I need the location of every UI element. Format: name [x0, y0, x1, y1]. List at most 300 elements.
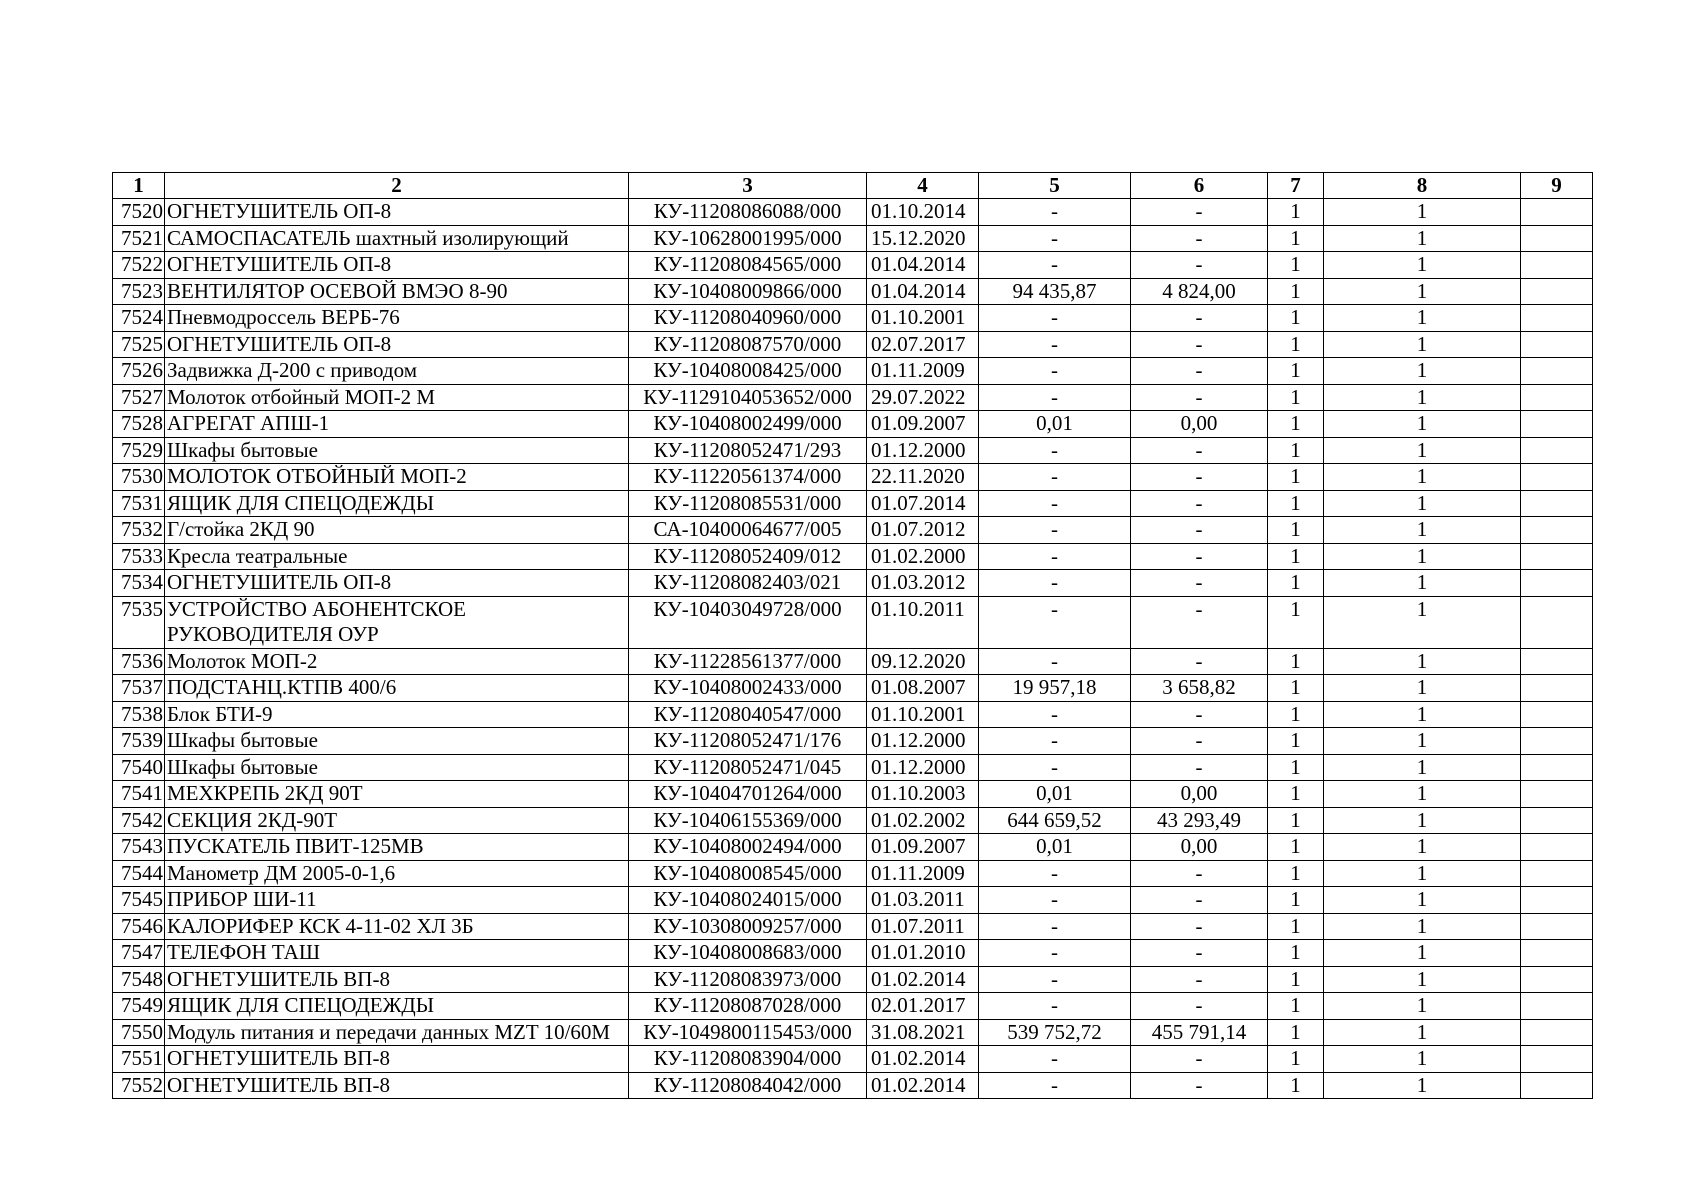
column-header-6: 6 — [1131, 173, 1268, 199]
quantity-7-cell: 1 — [1268, 464, 1324, 491]
inventory-code: КУ-11208040960/000 — [629, 305, 867, 332]
item-name: Модуль питания и передачи данных MZT 10/60М — [165, 1019, 629, 1046]
table-header — [113, 173, 1593, 199]
table-row — [113, 966, 1593, 993]
item-name: ТЕЛЕФОН ТАШ — [165, 940, 629, 967]
value-5-cell: - — [979, 252, 1131, 279]
date-cell: 01.11.2009 — [867, 358, 979, 385]
value-6-cell: - — [1131, 331, 1268, 358]
column-9-cell — [1521, 278, 1593, 305]
table-row — [113, 887, 1593, 914]
row-number: 7537 — [113, 675, 165, 702]
item-name: ОГНЕТУШИТЕЛЬ ОП-8 — [165, 199, 629, 226]
inventory-code: КУ-10408002494/000 — [629, 834, 867, 861]
date-cell: 01.01.2010 — [867, 940, 979, 967]
inventory-code: КУ-10408009866/000 — [629, 278, 867, 305]
quantity-7-cell: 1 — [1268, 966, 1324, 993]
quantity-8-cell: 1 — [1324, 675, 1521, 702]
table-row — [113, 490, 1593, 517]
table-row — [113, 728, 1593, 755]
row-number: 7545 — [113, 887, 165, 914]
inventory-code: КУ-10408008425/000 — [629, 358, 867, 385]
quantity-7-cell: 1 — [1268, 913, 1324, 940]
quantity-8-cell: 1 — [1324, 913, 1521, 940]
quantity-8-cell: 1 — [1324, 701, 1521, 728]
quantity-8-cell: 1 — [1324, 517, 1521, 544]
item-name: Шкафы бытовые — [165, 728, 629, 755]
column-9-cell — [1521, 781, 1593, 808]
column-9-cell — [1521, 966, 1593, 993]
column-header-9: 9 — [1521, 173, 1593, 199]
date-cell: 01.02.2014 — [867, 1046, 979, 1073]
quantity-8-cell: 1 — [1324, 966, 1521, 993]
table-row — [113, 199, 1593, 226]
value-5-cell: - — [979, 225, 1131, 252]
item-name: Манометр ДМ 2005-0-1,6 — [165, 860, 629, 887]
item-name: ЯЩИК ДЛЯ СПЕЦОДЕЖДЫ — [165, 993, 629, 1020]
date-cell: 09.12.2020 — [867, 648, 979, 675]
item-name: ПРИБОР ШИ-11 — [165, 887, 629, 914]
value-6-cell: - — [1131, 305, 1268, 332]
inventory-code: КУ-10408008683/000 — [629, 940, 867, 967]
quantity-8-cell: 1 — [1324, 648, 1521, 675]
column-header-7: 7 — [1268, 173, 1324, 199]
column-9-cell — [1521, 648, 1593, 675]
date-cell: 01.02.2002 — [867, 807, 979, 834]
date-cell: 01.03.2012 — [867, 570, 979, 597]
value-6-cell: - — [1131, 384, 1268, 411]
row-number: 7524 — [113, 305, 165, 332]
quantity-7-cell: 1 — [1268, 543, 1324, 570]
quantity-8-cell: 1 — [1324, 887, 1521, 914]
table-row — [113, 596, 1593, 648]
value-6-cell: - — [1131, 940, 1268, 967]
column-header-5: 5 — [979, 173, 1131, 199]
item-name: ВЕНТИЛЯТОР ОСЕВОЙ ВМЭО 8-90 — [165, 278, 629, 305]
quantity-7-cell: 1 — [1268, 781, 1324, 808]
value-6-cell: - — [1131, 648, 1268, 675]
row-number: 7539 — [113, 728, 165, 755]
column-9-cell — [1521, 252, 1593, 279]
date-cell: 01.10.2001 — [867, 305, 979, 332]
value-6-cell: 43 293,49 — [1131, 807, 1268, 834]
item-name: САМОСПАСАТЕЛЬ шахтный изолирующий — [165, 225, 629, 252]
row-number: 7520 — [113, 199, 165, 226]
inventory-code: КУ-11208052471/293 — [629, 437, 867, 464]
table-row — [113, 993, 1593, 1020]
column-header-2: 2 — [165, 173, 629, 199]
item-name: АГРЕГАТ АПШ-1 — [165, 411, 629, 438]
item-name: Шкафы бытовые — [165, 437, 629, 464]
table-row — [113, 570, 1593, 597]
item-name: ЯЩИК ДЛЯ СПЕЦОДЕЖДЫ — [165, 490, 629, 517]
date-cell: 01.10.2014 — [867, 199, 979, 226]
quantity-8-cell: 1 — [1324, 570, 1521, 597]
value-6-cell: - — [1131, 966, 1268, 993]
table-row — [113, 517, 1593, 544]
row-number: 7547 — [113, 940, 165, 967]
quantity-8-cell: 1 — [1324, 1072, 1521, 1099]
column-9-cell — [1521, 913, 1593, 940]
date-cell: 02.01.2017 — [867, 993, 979, 1020]
value-5-cell: - — [979, 966, 1131, 993]
value-6-cell: 3 658,82 — [1131, 675, 1268, 702]
value-5-cell: - — [979, 1046, 1131, 1073]
value-5-cell: - — [979, 887, 1131, 914]
quantity-7-cell: 1 — [1268, 807, 1324, 834]
date-cell: 01.11.2009 — [867, 860, 979, 887]
value-5-cell: - — [979, 305, 1131, 332]
value-5-cell: - — [979, 701, 1131, 728]
table-row — [113, 781, 1593, 808]
column-9-cell — [1521, 887, 1593, 914]
column-9-cell — [1521, 305, 1593, 332]
inventory-code: КУ-10408024015/000 — [629, 887, 867, 914]
inventory-code: КУ-10628001995/000 — [629, 225, 867, 252]
quantity-7-cell: 1 — [1268, 305, 1324, 332]
quantity-8-cell: 1 — [1324, 384, 1521, 411]
column-header-4: 4 — [867, 173, 979, 199]
column-9-cell — [1521, 1046, 1593, 1073]
row-number: 7523 — [113, 278, 165, 305]
quantity-7-cell: 1 — [1268, 940, 1324, 967]
quantity-8-cell: 1 — [1324, 807, 1521, 834]
row-number: 7532 — [113, 517, 165, 544]
inventory-code: КУ-11208040547/000 — [629, 701, 867, 728]
value-5-cell: - — [979, 490, 1131, 517]
item-name: ОГНЕТУШИТЕЛЬ ОП-8 — [165, 570, 629, 597]
value-5-cell: 19 957,18 — [979, 675, 1131, 702]
quantity-7-cell: 1 — [1268, 887, 1324, 914]
row-number: 7542 — [113, 807, 165, 834]
table-row — [113, 1072, 1593, 1099]
quantity-7-cell: 1 — [1268, 834, 1324, 861]
row-number: 7549 — [113, 993, 165, 1020]
quantity-8-cell: 1 — [1324, 834, 1521, 861]
column-9-cell — [1521, 701, 1593, 728]
date-cell: 01.07.2012 — [867, 517, 979, 544]
value-5-cell: 0,01 — [979, 781, 1131, 808]
table-row — [113, 701, 1593, 728]
row-number: 7535 — [113, 596, 165, 648]
table-row — [113, 225, 1593, 252]
item-name: ОГНЕТУШИТЕЛЬ ОП-8 — [165, 331, 629, 358]
table-row — [113, 358, 1593, 385]
item-name: ОГНЕТУШИТЕЛЬ ВП-8 — [165, 1046, 629, 1073]
quantity-7-cell: 1 — [1268, 570, 1324, 597]
date-cell: 22.11.2020 — [867, 464, 979, 491]
value-6-cell: - — [1131, 728, 1268, 755]
column-9-cell — [1521, 596, 1593, 648]
inventory-code: КУ-10408002433/000 — [629, 675, 867, 702]
column-9-cell — [1521, 807, 1593, 834]
item-name: Кресла театральные — [165, 543, 629, 570]
value-5-cell: 644 659,52 — [979, 807, 1131, 834]
quantity-7-cell: 1 — [1268, 1072, 1324, 1099]
value-6-cell: - — [1131, 437, 1268, 464]
table-row — [113, 834, 1593, 861]
row-number: 7546 — [113, 913, 165, 940]
table-row — [113, 940, 1593, 967]
value-6-cell: - — [1131, 358, 1268, 385]
inventory-code: КУ-10408008545/000 — [629, 860, 867, 887]
column-9-cell — [1521, 1072, 1593, 1099]
table-row — [113, 807, 1593, 834]
inventory-code: КУ-11220561374/000 — [629, 464, 867, 491]
inventory-code: КУ-11208083904/000 — [629, 1046, 867, 1073]
quantity-8-cell: 1 — [1324, 411, 1521, 438]
quantity-7-cell: 1 — [1268, 754, 1324, 781]
quantity-8-cell: 1 — [1324, 464, 1521, 491]
quantity-7-cell: 1 — [1268, 225, 1324, 252]
quantity-7-cell: 1 — [1268, 596, 1324, 648]
inventory-code: КУ-11228561377/000 — [629, 648, 867, 675]
value-5-cell: - — [979, 940, 1131, 967]
row-number: 7522 — [113, 252, 165, 279]
quantity-7-cell: 1 — [1268, 860, 1324, 887]
column-9-cell — [1521, 517, 1593, 544]
row-number: 7534 — [113, 570, 165, 597]
value-5-cell: - — [979, 331, 1131, 358]
value-6-cell: - — [1131, 887, 1268, 914]
column-9-cell — [1521, 993, 1593, 1020]
header-row — [113, 173, 1593, 199]
quantity-7-cell: 1 — [1268, 1046, 1324, 1073]
table-row — [113, 278, 1593, 305]
value-6-cell: 0,00 — [1131, 411, 1268, 438]
quantity-8-cell: 1 — [1324, 754, 1521, 781]
column-header-8: 8 — [1324, 173, 1521, 199]
column-9-cell — [1521, 331, 1593, 358]
column-9-cell — [1521, 834, 1593, 861]
row-number: 7544 — [113, 860, 165, 887]
value-6-cell: - — [1131, 199, 1268, 226]
item-name: МОЛОТОК ОТБОЙНЫЙ МОП-2 — [165, 464, 629, 491]
quantity-8-cell: 1 — [1324, 252, 1521, 279]
inventory-code: КУ-11208052409/012 — [629, 543, 867, 570]
item-name: ОГНЕТУШИТЕЛЬ ВП-8 — [165, 966, 629, 993]
date-cell: 01.04.2014 — [867, 278, 979, 305]
quantity-8-cell: 1 — [1324, 305, 1521, 332]
item-name: МЕХКРЕПЬ 2КД 90Т — [165, 781, 629, 808]
item-name: Задвижка Д-200 с приводом — [165, 358, 629, 385]
column-9-cell — [1521, 437, 1593, 464]
value-5-cell: - — [979, 464, 1131, 491]
row-number: 7551 — [113, 1046, 165, 1073]
inventory-code: КУ-11208052471/045 — [629, 754, 867, 781]
item-name: ПОДСТАНЦ.КТПВ 400/6 — [165, 675, 629, 702]
item-name: Пневмодроссель ВЕРБ-76 — [165, 305, 629, 332]
row-number: 7533 — [113, 543, 165, 570]
quantity-7-cell: 1 — [1268, 993, 1324, 1020]
date-cell: 01.02.2000 — [867, 543, 979, 570]
date-cell: 01.09.2007 — [867, 411, 979, 438]
quantity-8-cell: 1 — [1324, 860, 1521, 887]
quantity-8-cell: 1 — [1324, 596, 1521, 648]
date-cell: 01.09.2007 — [867, 834, 979, 861]
value-5-cell: 0,01 — [979, 834, 1131, 861]
row-number: 7550 — [113, 1019, 165, 1046]
value-6-cell: 4 824,00 — [1131, 278, 1268, 305]
quantity-8-cell: 1 — [1324, 490, 1521, 517]
table-row — [113, 464, 1593, 491]
inventory-code: КУ-11208083973/000 — [629, 966, 867, 993]
column-9-cell — [1521, 1019, 1593, 1046]
date-cell: 01.02.2014 — [867, 1072, 979, 1099]
quantity-8-cell: 1 — [1324, 358, 1521, 385]
value-6-cell: - — [1131, 860, 1268, 887]
date-cell: 01.07.2014 — [867, 490, 979, 517]
value-5-cell: 0,01 — [979, 411, 1131, 438]
value-6-cell: - — [1131, 252, 1268, 279]
quantity-8-cell: 1 — [1324, 781, 1521, 808]
table-row — [113, 305, 1593, 332]
column-9-cell — [1521, 384, 1593, 411]
quantity-8-cell: 1 — [1324, 1019, 1521, 1046]
item-name: Молоток отбойный МОП-2 М — [165, 384, 629, 411]
quantity-8-cell: 1 — [1324, 437, 1521, 464]
quantity-7-cell: 1 — [1268, 358, 1324, 385]
quantity-8-cell: 1 — [1324, 1046, 1521, 1073]
value-5-cell: - — [979, 199, 1131, 226]
quantity-7-cell: 1 — [1268, 728, 1324, 755]
quantity-7-cell: 1 — [1268, 648, 1324, 675]
row-number: 7531 — [113, 490, 165, 517]
inventory-code: КУ-1049800115453/000 — [629, 1019, 867, 1046]
quantity-8-cell: 1 — [1324, 225, 1521, 252]
quantity-8-cell: 1 — [1324, 199, 1521, 226]
inventory-code: КУ-10308009257/000 — [629, 913, 867, 940]
value-6-cell: - — [1131, 596, 1268, 648]
quantity-7-cell: 1 — [1268, 437, 1324, 464]
quantity-8-cell: 1 — [1324, 331, 1521, 358]
date-cell: 01.03.2011 — [867, 887, 979, 914]
value-5-cell: - — [979, 648, 1131, 675]
table-row — [113, 1046, 1593, 1073]
column-9-cell — [1521, 543, 1593, 570]
value-6-cell: 0,00 — [1131, 834, 1268, 861]
inventory-code: КУ-10404701264/000 — [629, 781, 867, 808]
table-row — [113, 913, 1593, 940]
quantity-7-cell: 1 — [1268, 701, 1324, 728]
quantity-7-cell: 1 — [1268, 199, 1324, 226]
item-name: КАЛОРИФЕР КСК 4-11-02 ХЛ 3Б — [165, 913, 629, 940]
value-5-cell: - — [979, 913, 1131, 940]
item-name: ОГНЕТУШИТЕЛЬ ВП-8 — [165, 1072, 629, 1099]
inventory-code: КУ-11208084042/000 — [629, 1072, 867, 1099]
quantity-8-cell: 1 — [1324, 993, 1521, 1020]
quantity-8-cell: 1 — [1324, 543, 1521, 570]
item-name: СЕКЦИЯ 2КД-90Т — [165, 807, 629, 834]
item-name: Шкафы бытовые — [165, 754, 629, 781]
inventory-code: КУ-11208084565/000 — [629, 252, 867, 279]
quantity-7-cell: 1 — [1268, 675, 1324, 702]
row-number: 7548 — [113, 966, 165, 993]
quantity-7-cell: 1 — [1268, 252, 1324, 279]
date-cell: 01.08.2007 — [867, 675, 979, 702]
quantity-7-cell: 1 — [1268, 331, 1324, 358]
column-9-cell — [1521, 728, 1593, 755]
quantity-7-cell: 1 — [1268, 384, 1324, 411]
column-9-cell — [1521, 490, 1593, 517]
row-number: 7536 — [113, 648, 165, 675]
column-9-cell — [1521, 358, 1593, 385]
date-cell: 15.12.2020 — [867, 225, 979, 252]
table-row — [113, 331, 1593, 358]
value-5-cell: - — [979, 517, 1131, 544]
date-cell: 31.08.2021 — [867, 1019, 979, 1046]
value-6-cell: 455 791,14 — [1131, 1019, 1268, 1046]
date-cell: 02.07.2017 — [867, 331, 979, 358]
table-row — [113, 437, 1593, 464]
quantity-8-cell: 1 — [1324, 940, 1521, 967]
value-6-cell: - — [1131, 570, 1268, 597]
inventory-code: КУ-11208085531/000 — [629, 490, 867, 517]
date-cell: 01.12.2000 — [867, 728, 979, 755]
table-row — [113, 648, 1593, 675]
value-5-cell: 94 435,87 — [979, 278, 1131, 305]
column-9-cell — [1521, 860, 1593, 887]
table-row — [113, 1019, 1593, 1046]
item-name: ОГНЕТУШИТЕЛЬ ОП-8 — [165, 252, 629, 279]
quantity-7-cell: 1 — [1268, 490, 1324, 517]
row-number: 7526 — [113, 358, 165, 385]
value-6-cell: - — [1131, 754, 1268, 781]
date-cell: 01.07.2011 — [867, 913, 979, 940]
quantity-7-cell: 1 — [1268, 411, 1324, 438]
value-5-cell: - — [979, 437, 1131, 464]
value-6-cell: - — [1131, 464, 1268, 491]
row-number: 7529 — [113, 437, 165, 464]
inventory-code: КУ-10403049728/000 — [629, 596, 867, 648]
inventory-code: КУ-11208087570/000 — [629, 331, 867, 358]
row-number: 7541 — [113, 781, 165, 808]
column-9-cell — [1521, 675, 1593, 702]
table-row — [113, 860, 1593, 887]
value-5-cell: - — [979, 754, 1131, 781]
inventory-code: КУ-10406155369/000 — [629, 807, 867, 834]
quantity-7-cell: 1 — [1268, 278, 1324, 305]
column-9-cell — [1521, 199, 1593, 226]
item-name: Г/стойка 2КД 90 — [165, 517, 629, 544]
quantity-8-cell: 1 — [1324, 728, 1521, 755]
item-name: Блок БТИ-9 — [165, 701, 629, 728]
row-number: 7527 — [113, 384, 165, 411]
table-row — [113, 252, 1593, 279]
column-9-cell — [1521, 464, 1593, 491]
table-row — [113, 754, 1593, 781]
date-cell: 01.04.2014 — [867, 252, 979, 279]
column-header-1: 1 — [113, 173, 165, 199]
row-number: 7538 — [113, 701, 165, 728]
value-6-cell: - — [1131, 517, 1268, 544]
quantity-7-cell: 1 — [1268, 1019, 1324, 1046]
row-number: 7530 — [113, 464, 165, 491]
value-5-cell: - — [979, 570, 1131, 597]
value-5-cell: - — [979, 728, 1131, 755]
row-number: 7540 — [113, 754, 165, 781]
value-6-cell: - — [1131, 1072, 1268, 1099]
row-number: 7521 — [113, 225, 165, 252]
value-6-cell: - — [1131, 543, 1268, 570]
row-number: 7552 — [113, 1072, 165, 1099]
date-cell: 01.10.2003 — [867, 781, 979, 808]
row-number: 7525 — [113, 331, 165, 358]
item-name: ПУСКАТЕЛЬ ПВИТ-125МВ — [165, 834, 629, 861]
item-name: Молоток МОП-2 — [165, 648, 629, 675]
inventory-code: КУ-1129104053652/000 — [629, 384, 867, 411]
value-5-cell: - — [979, 1072, 1131, 1099]
